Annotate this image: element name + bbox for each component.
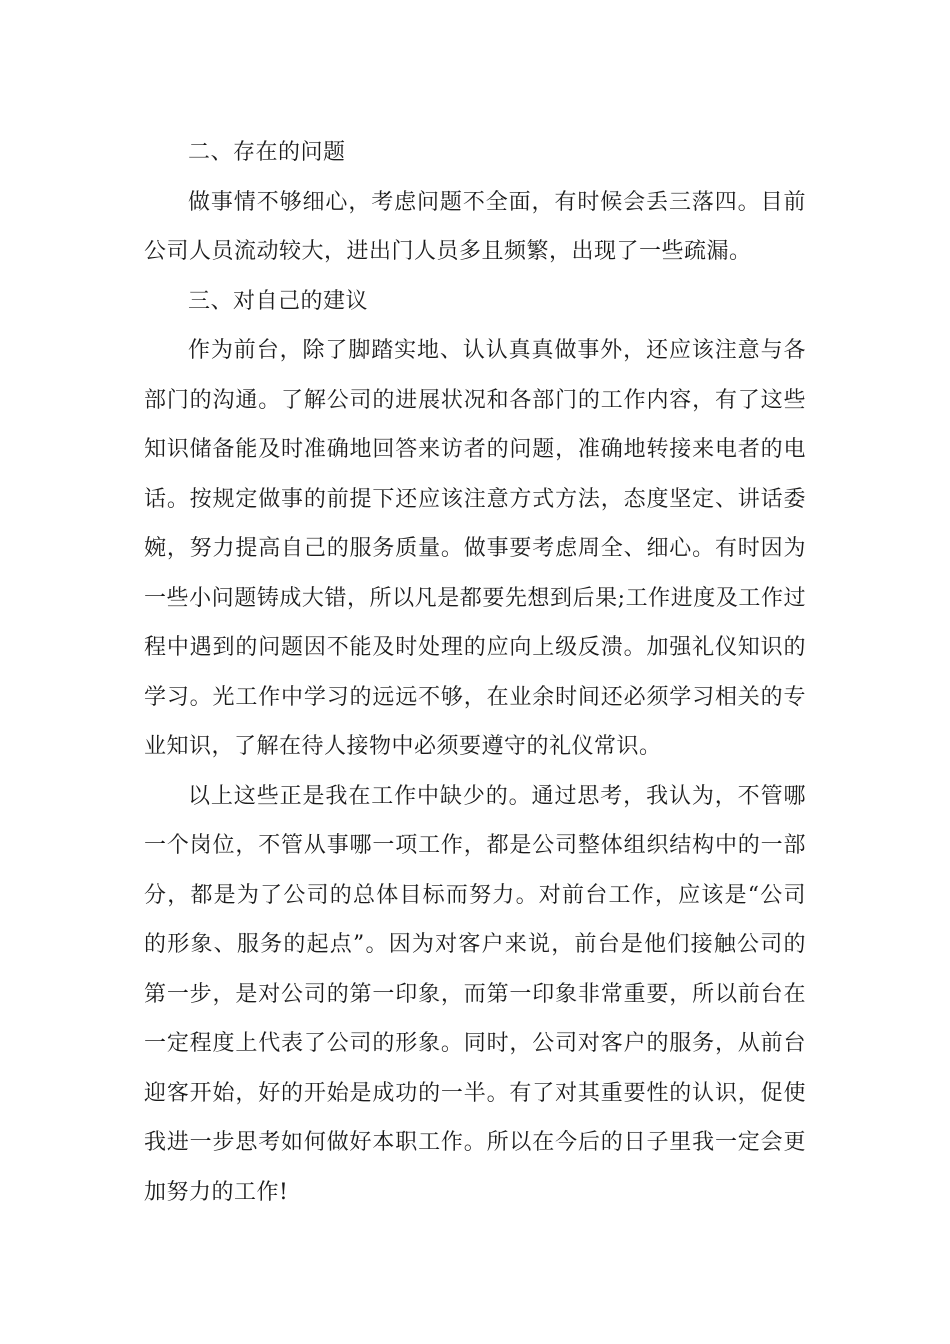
paragraph-problems: 做事情不够细心，考虑问题不全面，有时候会丢三落四。目前公司人员流动较大，进出门人员多且频繁，出现了一些疏漏。 xyxy=(144,189,806,264)
paragraph-suggestions: 作为前台，除了脚踏实地、认认真真做事外，还应该注意与各部门的沟通。了解公司的进展状况和各部门的工作内容，有了这些知识储备能及时准确地回答来访者的问题，准确地转接来电者的电话。按规定做事的前提下还应该注意方式方法，态度坚定、讲话委婉，努力提高自己的服务质量。做事要考虑周全、细心。有时因为一些小问题铸成大错，所以凡是都要先想到后果;工作进度及工作过程中遇到的问题因不能及时处理的应向上级反溃。加强礼仪知识的学习。光工作中学习的远远不够，在业余时间还必须学习相关的专业知识，了解在待人接物中必须要遵守的礼仪常识。 xyxy=(144,338,806,759)
section-heading-suggestions: 三、对自己的建议 xyxy=(188,288,369,314)
document-body xyxy=(144,128,806,1217)
section-heading-problems: 二、存在的问题 xyxy=(188,140,346,165)
paragraph-conclusion: 以上这些正是我在工作中缺少的。通过思考，我认为，不管哪一个岗位，不管从事哪一项工作，都是公司整体组织结构中的一部分，都是为了公司的总体目标而努力。对前台工作，应该是“公司的形象、服务的起点”。因为对客户来说，前台是他们接触公司的第一步，是对公司的第一印象，而第一印象非常重要，所以前台在一定程度上代表了公司的形象。同时，公司对客户的服务，从前台迎客开始，好的开始是成功的一半。有了对其重要性的认识，促使我进一步思考如何做好本职工作。所以在今后的日子里我一定会更加努力的工作! xyxy=(144,783,806,1205)
